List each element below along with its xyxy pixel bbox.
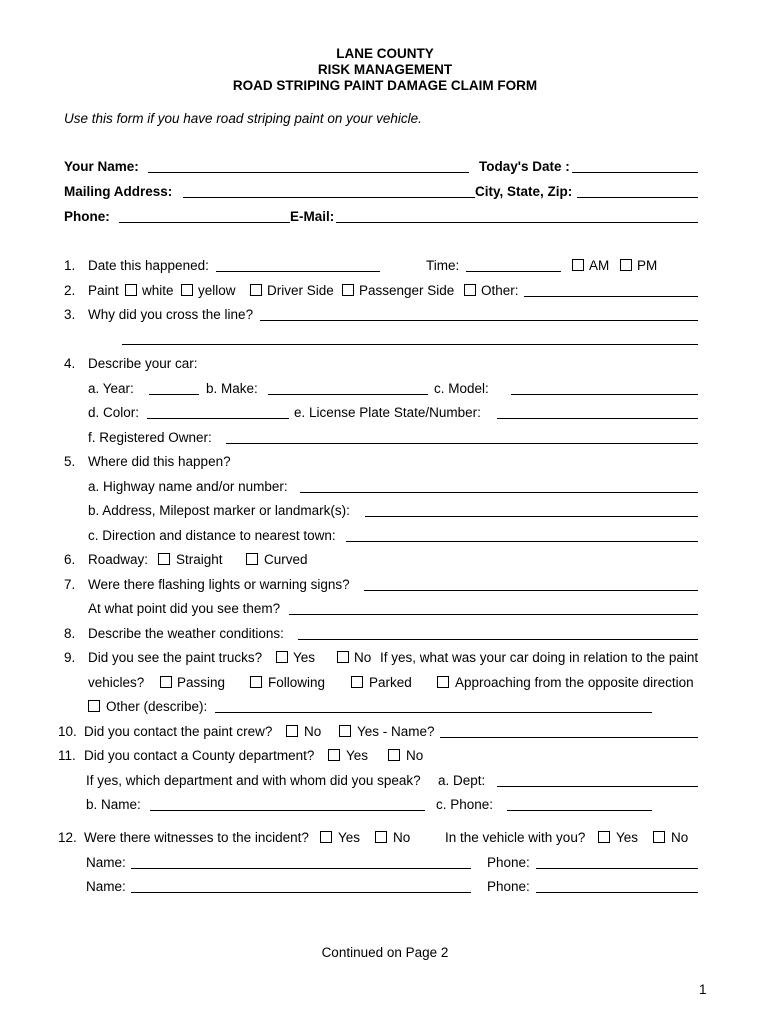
header-department: RISK MANAGEMENT	[317, 62, 453, 77]
witness-2-name-label: Name:	[86, 879, 126, 894]
make-label: b. Make:	[206, 381, 258, 396]
witness-2-phone-label: Phone:	[487, 879, 530, 894]
witness-2-name-field[interactable]	[131, 892, 471, 893]
q2-number: 2.	[64, 283, 76, 298]
paint-crew-yes-name-label: Yes - Name?	[357, 724, 435, 739]
curved-checkbox[interactable]	[246, 553, 258, 565]
pm-label: PM	[637, 258, 658, 273]
mailing-address-field[interactable]	[183, 197, 475, 198]
form-title: ROAD STRIPING PAINT DAMAGE CLAIM FORM	[232, 78, 538, 93]
paint-label: Paint	[88, 283, 119, 298]
in-vehicle-yes-checkbox[interactable]	[598, 831, 610, 843]
milepost-label: b. Address, Milepost marker or landmark(s):	[88, 503, 350, 518]
date-happened-field[interactable]	[216, 271, 380, 272]
continued-note: Continued on Page 2	[321, 945, 449, 960]
color-field[interactable]	[147, 418, 289, 419]
dept-phone-field[interactable]	[507, 810, 652, 811]
straight-label: Straight	[176, 552, 223, 567]
q12-number: 12.	[58, 830, 77, 845]
phone-field[interactable]	[119, 222, 290, 223]
witnesses-no-label: No	[393, 830, 411, 845]
direction-label: c. Direction and distance to nearest town:	[88, 528, 336, 543]
paint-crew-no-checkbox[interactable]	[286, 725, 298, 737]
time-label: Time:	[426, 258, 460, 273]
q7-sub-label: At what point did you see them?	[88, 601, 281, 616]
todays-date-label: Today's Date :	[479, 159, 570, 174]
roadway-label: Roadway:	[88, 552, 149, 567]
dept-name-field[interactable]	[150, 810, 425, 811]
following-checkbox[interactable]	[250, 676, 262, 688]
pm-checkbox[interactable]	[620, 259, 632, 271]
county-dept-yes-label: Yes	[346, 748, 369, 763]
email-field[interactable]	[336, 222, 698, 223]
your-name-field[interactable]	[148, 172, 469, 173]
white-checkbox[interactable]	[125, 284, 137, 296]
dept-field[interactable]	[497, 786, 698, 787]
q12-label: Were there witnesses to the incident?	[84, 830, 309, 845]
q11-number: 11.	[58, 748, 76, 763]
witnesses-yes-label: Yes	[338, 830, 361, 845]
q5-label: Where did this happen?	[88, 454, 231, 469]
paint-crew-name-field[interactable]	[440, 737, 698, 738]
cross-line-reason-field[interactable]	[260, 320, 698, 321]
white-label: white	[142, 283, 174, 298]
q7-label: Were there flashing lights or warning signs?	[88, 577, 350, 592]
q11-label: Did you contact a County department?	[84, 748, 315, 763]
highway-label: a. Highway name and/or number:	[88, 479, 288, 494]
q8-label: Describe the weather conditions:	[88, 626, 284, 641]
paint-trucks-yes-label: Yes	[293, 650, 316, 665]
your-name-label: Your Name:	[64, 159, 139, 174]
q6-number: 6.	[64, 552, 76, 567]
other-describe-field[interactable]	[215, 712, 652, 713]
page-number: 1	[699, 982, 707, 997]
witnesses-yes-checkbox[interactable]	[320, 831, 332, 843]
model-field[interactable]	[511, 394, 698, 395]
see-them-field[interactable]	[289, 614, 698, 615]
owner-label: f. Registered Owner:	[88, 430, 212, 445]
make-field[interactable]	[268, 394, 428, 395]
year-field[interactable]	[149, 394, 199, 395]
year-label: a. Year:	[88, 381, 134, 396]
passing-label: Passing	[177, 675, 226, 690]
q7-number: 7.	[64, 577, 76, 592]
q1-number: 1.	[64, 258, 76, 273]
q4-label: Describe your car:	[88, 356, 198, 371]
q11-sub-label: If yes, which department and with whom did you speak?	[86, 773, 421, 788]
parked-label: Parked	[369, 675, 412, 690]
driver-side-checkbox[interactable]	[250, 284, 262, 296]
other-paint-field[interactable]	[524, 296, 698, 297]
yellow-checkbox[interactable]	[181, 284, 193, 296]
mailing-address-label: Mailing Address:	[64, 184, 173, 199]
county-dept-no-checkbox[interactable]	[388, 749, 400, 761]
highway-field[interactable]	[300, 492, 698, 493]
model-label: c. Model:	[434, 381, 489, 396]
q3-number: 3.	[64, 307, 76, 322]
warning-signs-field[interactable]	[364, 590, 698, 591]
passing-checkbox[interactable]	[160, 676, 172, 688]
q10-label: Did you contact the paint crew?	[84, 724, 273, 739]
witness-1-name-label: Name:	[86, 855, 126, 870]
milepost-field[interactable]	[365, 516, 698, 517]
county-dept-no-label: No	[406, 748, 424, 763]
other-describe-label: Other (describe):	[106, 699, 208, 714]
witness-1-phone-label: Phone:	[487, 855, 530, 870]
dept-name-label: b. Name:	[86, 797, 141, 812]
dept-label: a. Dept:	[438, 773, 486, 788]
driver-side-label: Driver Side	[267, 283, 334, 298]
paint-trucks-no-checkbox[interactable]	[337, 651, 349, 663]
q5-number: 5.	[64, 454, 76, 469]
approaching-checkbox[interactable]	[437, 676, 449, 688]
passenger-side-checkbox[interactable]	[342, 284, 354, 296]
header-county: LANE COUNTY	[336, 46, 434, 61]
following-label: Following	[268, 675, 326, 690]
paint-trucks-yes-checkbox[interactable]	[276, 651, 288, 663]
color-label: d. Color:	[88, 405, 140, 420]
in-vehicle-label: In the vehicle with you?	[445, 830, 586, 845]
am-checkbox[interactable]	[572, 259, 584, 271]
curved-label: Curved	[264, 552, 308, 567]
q1-label: Date this happened:	[88, 258, 209, 273]
witness-1-name-field[interactable]	[131, 868, 471, 869]
paint-trucks-no-label: No	[354, 650, 372, 665]
dept-phone-label: c. Phone:	[436, 797, 494, 812]
other-describe-checkbox[interactable]	[88, 700, 100, 712]
q9-label: Did you see the paint trucks?	[88, 650, 263, 665]
vehicles-label: vehicles?	[88, 675, 145, 690]
paint-crew-yes-checkbox[interactable]	[339, 725, 351, 737]
q8-number: 8.	[64, 626, 76, 641]
cross-line-reason-field-2[interactable]	[122, 344, 698, 345]
in-vehicle-yes-label: Yes	[616, 830, 639, 845]
direction-field[interactable]	[346, 541, 698, 542]
plate-field[interactable]	[497, 418, 698, 419]
other-paint-label: Other:	[481, 283, 519, 298]
other-paint-checkbox[interactable]	[464, 284, 476, 296]
parked-checkbox[interactable]	[351, 676, 363, 688]
approaching-label: Approaching from the opposite direction	[455, 675, 694, 690]
todays-date-field[interactable]	[572, 172, 698, 173]
time-field[interactable]	[466, 271, 561, 272]
witnesses-no-checkbox[interactable]	[375, 831, 387, 843]
q9-continued-label: If yes, what was your car doing in relation to the paint	[380, 650, 699, 665]
am-label: AM	[589, 258, 610, 273]
q9-number: 9.	[64, 650, 76, 665]
straight-checkbox[interactable]	[158, 553, 170, 565]
plate-label: e. License Plate State/Number:	[294, 405, 481, 420]
intro-text: Use this form if you have road striping paint on your vehicle.	[64, 111, 422, 126]
yellow-label: yellow	[198, 283, 236, 298]
phone-label: Phone:	[64, 209, 110, 224]
paint-crew-no-label: No	[304, 724, 322, 739]
in-vehicle-no-checkbox[interactable]	[653, 831, 665, 843]
weather-field[interactable]	[298, 639, 698, 640]
city-state-zip-field[interactable]	[577, 197, 698, 198]
passenger-side-label: Passenger Side	[359, 283, 455, 298]
owner-field[interactable]	[226, 443, 698, 444]
in-vehicle-no-label: No	[671, 830, 689, 845]
county-dept-yes-checkbox[interactable]	[328, 749, 340, 761]
witness-2-phone-field[interactable]	[536, 892, 698, 893]
email-label: E-Mail:	[290, 209, 335, 224]
q4-number: 4.	[64, 356, 76, 371]
witness-1-phone-field[interactable]	[536, 868, 698, 869]
q10-number: 10.	[58, 724, 77, 739]
q3-label: Why did you cross the line?	[88, 307, 254, 322]
city-state-zip-label: City, State, Zip:	[475, 184, 573, 199]
